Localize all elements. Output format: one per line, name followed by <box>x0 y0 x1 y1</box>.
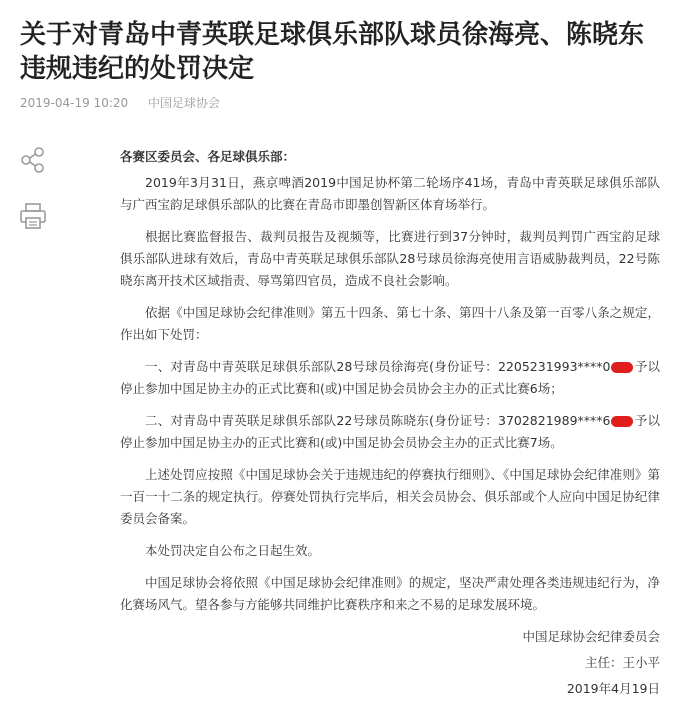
article-body <box>120 146 660 704</box>
signature-chair: 主任：王小平 <box>584 655 660 670</box>
share-icon[interactable] <box>18 145 48 175</box>
article-source: 中国足球协会 <box>147 96 220 110</box>
paragraph-penalty-1 <box>120 356 660 400</box>
paragraph-match-info: 2019年3月31日，燕京啤酒2019中国足协杯第二轮场序41场，青岛中青英联足球俱乐部队与广西宝韵足球俱乐部队的比赛在青岛市即墨创智新区体育场举行。 <box>120 175 660 212</box>
signature-block <box>120 626 660 700</box>
penalty-2-text-a: 二、对青岛中青英联足球俱乐部队22号球员陈晓东(身份证号：3702821989****6 <box>145 413 611 428</box>
printer-icon[interactable] <box>18 201 48 231</box>
article-meta <box>20 95 220 111</box>
article-title: 关于对青岛中青英联足球俱乐部队球员徐海亮、陈晓东违规违纪的处罚决定 <box>20 20 645 84</box>
paragraph-closing: 中国足球协会将依照《中国足球协会纪律准则》的规定，坚决严肃处理各类违规违纪行为，净化赛场风气。望各参与方能够共同维护比赛秩序和来之不易的足球发展环境。 <box>120 575 660 612</box>
signature-org: 中国足球协会纪律委员会 <box>522 629 660 644</box>
salutation: 各赛区委员会、各足球俱乐部： <box>120 149 296 164</box>
penalty-1-text-a: 一、对青岛中青英联足球俱乐部队28号球员徐海亮(身份证号：2205231993****0 <box>145 359 611 374</box>
penalty-2-text-b: 予以停止参加中国足协主办的正式比赛和(或)中国足协会员协会主办的正式比赛7场。 <box>120 413 660 450</box>
paragraph-execution: 上述处罚应按照《中国足球协会关于违规违纪的停赛执行细则》、《中国足球协会纪律准则》第一百一十二条的规定执行。停赛处罚执行完毕后，相关会员协会、俱乐部或个人应向中国足协纪律委员会备案。 <box>120 467 660 526</box>
paragraph-incident: 根据比赛监督报告、裁判员报告及视频等，比赛进行到37分钟时，裁判员判罚广西宝韵足球俱乐部队进球有效后，青岛中青英联足球俱乐部队28号球员徐海亮使用言语威胁裁判员，22号陈晓东离开技术区域指责、辱骂第四官员，造成不良社会影响。 <box>120 229 660 288</box>
publish-date: 2019-04-19 10:20 <box>20 96 129 110</box>
signature-date: 2019年4月19日 <box>566 681 660 696</box>
paragraph-basis: 依据《中国足球协会纪律准则》第五十四条、第七十条、第四十八条及第一百零八条之规定，作出如下处罚： <box>120 305 660 342</box>
redaction-mark <box>611 362 633 373</box>
redaction-mark <box>611 416 633 427</box>
paragraph-effective: 本处罚决定自公布之日起生效。 <box>145 543 321 558</box>
penalty-1-text-b: 予以停止参加中国足协主办的正式比赛和(或)中国足协会员协会主办的正式比赛6场； <box>120 359 660 396</box>
side-toolbar <box>18 145 52 257</box>
paragraph-penalty-2 <box>120 410 660 454</box>
